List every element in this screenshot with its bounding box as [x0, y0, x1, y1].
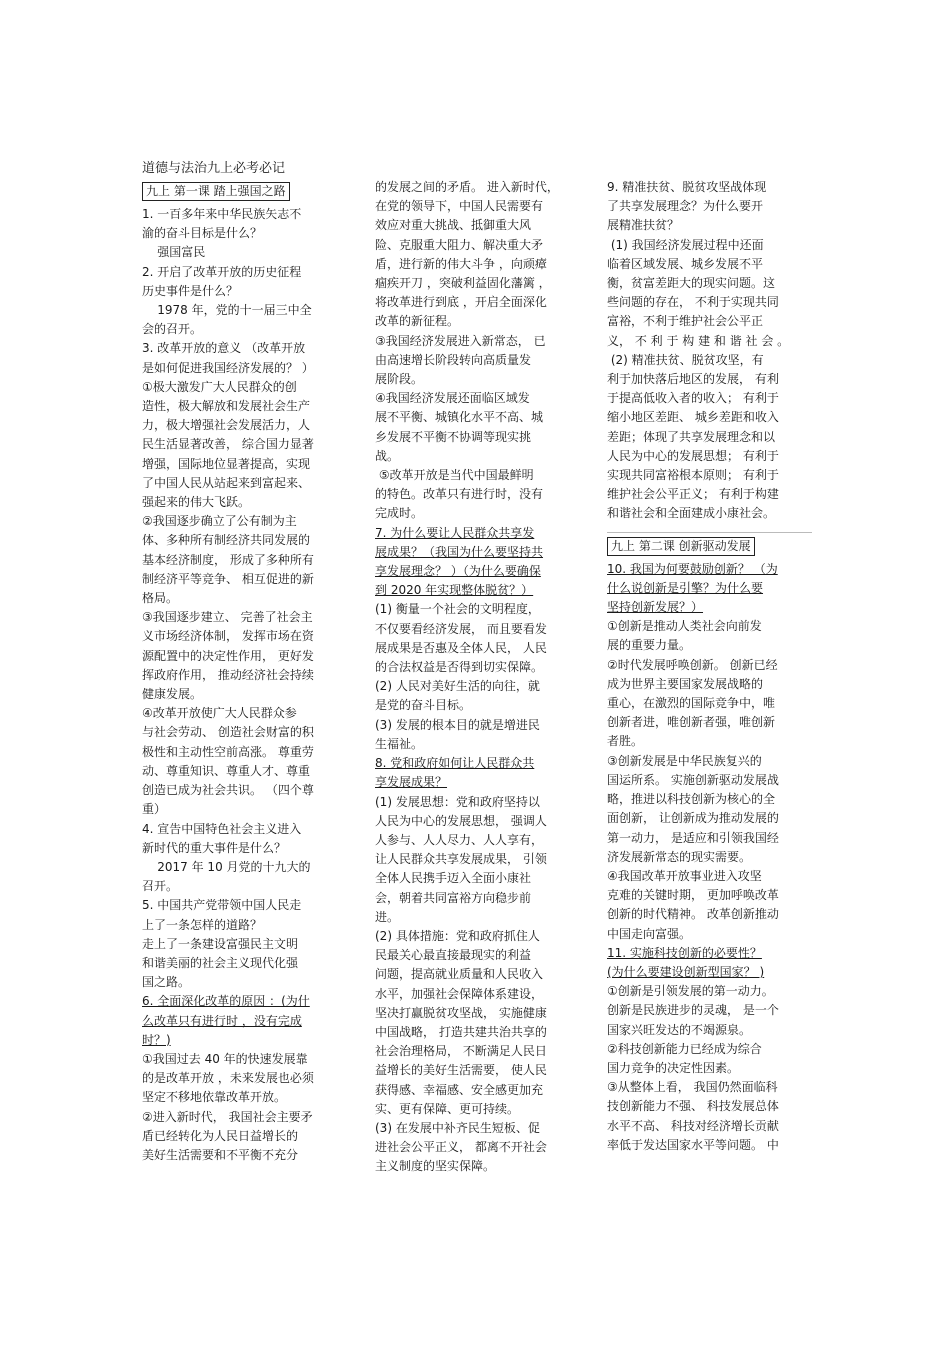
text-line: 国力竞争的决定性因素。: [607, 1060, 740, 1075]
section-heading: 九上 第一课 踏上强国之路: [142, 182, 290, 201]
text-line: 展的重要力量。: [607, 638, 692, 653]
text-line: 1. 一百多年来中华民族矢志不: [142, 207, 302, 221]
column-1: [142, 178, 347, 1165]
text-line: 国家兴旺发达的不竭源泉。: [607, 1022, 752, 1037]
text-line: 险、克服重大阻力、解决重大矛: [375, 237, 544, 252]
text-line: 1978 年，党的十一届三中全: [142, 303, 312, 318]
text-line: 率低于发达国家水平等问题。 中: [607, 1137, 779, 1152]
text-line: 创新的时代精神。 改革创新推动: [607, 907, 779, 922]
text-line: 坚持创新发展？）: [607, 600, 704, 615]
text-line: 第一动力， 是适应和引领我国经: [607, 830, 779, 845]
text-line: 坚决打赢脱贫攻坚战， 实施健康: [375, 1005, 547, 1020]
text-line: 战。: [375, 448, 400, 463]
text-line: 盾已经转化为人民日益增长的: [142, 1128, 299, 1143]
text-line: 坚定不移地依靠改革开放。: [142, 1090, 287, 1105]
text-line: ③我国经济发展进入新常态， 已: [375, 333, 546, 348]
text-line: 实现共同富裕根本原则； 有利于: [607, 468, 779, 483]
text-line: 的合法权益是否得到切实保障。: [375, 660, 544, 675]
text-line: 增强，国际地位显著提高，实现: [142, 456, 311, 471]
text-line: 利于加快落后地区的发展， 有利: [607, 372, 779, 387]
text-line: 民生活显著改善， 综合国力显著: [142, 437, 314, 452]
text-line: 盾，进行新的伟大斗争 ，向顽瘴: [375, 256, 547, 271]
text-line: 创造已成为社会共识。 （四个尊: [142, 783, 314, 798]
text-line: 享发展理念？ ）（为什么要确保: [375, 564, 541, 579]
text-line: ④我国经济发展还面临区域发: [375, 391, 530, 406]
text-line: 展不平衡、城镇化水平不高、城: [375, 410, 544, 425]
text-line: 重心，在激烈的国际竞争中，唯: [607, 696, 776, 711]
text-line: 什么说创新是引擎？为什么要: [607, 580, 764, 595]
text-line: 国之路。: [142, 975, 191, 990]
text-line: 人民为中心的发展思想； 有利于: [607, 448, 779, 463]
text-line: 重）: [142, 802, 167, 817]
text-line: 源配置中的决定性作用， 更好发: [142, 648, 314, 663]
text-line: 缩小地区差距、 城乡差距和收入: [607, 410, 779, 425]
text-line: 技创新能力不强、 科技发展总体: [607, 1099, 779, 1114]
text-line: 让人民群众共享发展成果， 引领: [375, 852, 547, 867]
document-title: 道德与法治九上必考必记: [142, 161, 286, 176]
text-line: (2) 具体措施：党和政府抓住人: [375, 928, 540, 943]
text-line: 全体人民携手迈入全面小康社: [375, 871, 532, 886]
text-line: ①我国过去 40 年的快速发展靠: [142, 1051, 308, 1066]
text-line: 8. 党和政府如何让人民群众共: [375, 756, 535, 771]
text-line: ①创新是推动人类社会向前发: [607, 619, 762, 634]
text-line: 7. 为什么要让人民群众共享发: [375, 525, 535, 540]
text-line: 动、尊重知识、尊重人才、尊重: [142, 763, 311, 778]
text-line: (3) 发展的根本目的就是增进民: [375, 717, 540, 732]
text-line: 略，推进以科技创新为核心的全: [607, 792, 776, 807]
text-line: 痼疾开刀 ，突破利益固化藩篱 ，: [375, 276, 551, 291]
text-line: 和谐社会和全面建成小康社会。: [607, 506, 776, 521]
text-line: 社会治理格局， 不断满足人民日: [375, 1044, 547, 1059]
text-line: 4. 宣告中国特色社会主义进入: [142, 821, 302, 836]
text-line: 11. 实施科技创新的必要性？: [607, 945, 762, 960]
text-line: ②进入新时代， 我国社会主要矛: [142, 1109, 313, 1124]
text-line: 问题，提高就业质量和人民收入: [375, 967, 544, 982]
text-line: ⑤改革开放是当代中国最鲜明: [375, 468, 534, 483]
text-line: 历史事件是什么？: [142, 283, 239, 298]
text-line: ③创新发展是中华民族复兴的: [607, 753, 762, 768]
text-line: 实、更有保障、更可持续。: [375, 1101, 520, 1116]
text-line: 创新是民族进步的灵魂， 是一个: [607, 1003, 779, 1018]
text-line: 效应对重大挑战、抵御重大风: [375, 218, 532, 233]
text-line: ②我国逐步确立了公有制为主: [142, 514, 297, 529]
text-line: 中国战略， 打造共建共治共享的: [375, 1024, 547, 1039]
text-line: 维护社会公平正义； 有利于构建: [607, 487, 779, 502]
text-line: 富裕，不利于维护社会公平正: [607, 314, 764, 329]
text-line: 与社会劳动、 创造社会财富的积: [142, 725, 314, 740]
text-line: 义， 不 利 于 构 建 和 谐 社 会 。: [607, 333, 790, 348]
text-line: 上了一条怎样的道路？: [142, 917, 263, 932]
text-line: 完成时。: [375, 506, 424, 521]
text-line: ②科技创新能力已经成为综合: [607, 1041, 762, 1056]
text-line: 健康发展。: [142, 687, 203, 702]
text-line: (2) 人民对美好生活的向往，就: [375, 679, 540, 694]
text-line: 格局。: [142, 591, 179, 606]
text-line: 生福祉。: [375, 736, 424, 751]
text-line: 成为世界主要国家发展战略的: [607, 676, 764, 691]
text-line: 新时代的重大事件是什么？: [142, 840, 287, 855]
text-line: 渝的奋斗目标是什么？: [142, 226, 263, 241]
text-line: ②时代发展呼唤创新。 创新已经: [607, 657, 778, 672]
text-line: 的特色。改革只有进行时，没有: [375, 487, 544, 502]
text-line: 义市场经济体制， 发挥市场在资: [142, 629, 314, 644]
text-line: 人民为中心的发展思想， 强调人: [375, 813, 547, 828]
text-line: 造性，极大解放和发展社会生产: [142, 399, 311, 414]
text-line: 了共享发展理念？为什么要开: [607, 199, 764, 214]
text-line: 面创新， 让创新成为推动发展的: [607, 811, 779, 826]
text-line: 乡发展不平衡不协调等现实挑: [375, 429, 532, 444]
text-line: (1) 我国经济发展过程中还面: [607, 237, 764, 252]
text-line: 是党的奋斗目标。: [375, 698, 472, 713]
text-line: 力，极大增强社会发展活力，人: [142, 418, 311, 433]
text-line: 临着区域发展、城乡发展不平: [607, 256, 764, 271]
text-line: 6. 全面深化改革的原因 ：(为什: [142, 994, 310, 1009]
text-line: 制经济平等竞争、 相互促进的新: [142, 571, 314, 586]
text-line: 会的召开。: [142, 322, 203, 337]
text-line: ③从整体上看， 我国仍然面临科: [607, 1080, 778, 1095]
text-line: 差距；体现了共享发展理念和以: [607, 429, 776, 444]
text-line: 3. 改革开放的意义 （改革开放: [142, 341, 306, 356]
text-line: 9. 精准扶贫、脱贫攻坚战体现: [607, 180, 767, 194]
text-line: 的是改革开放 ，未来发展也必须: [142, 1071, 314, 1086]
text-line: ③我国逐步建立、 完善了社会主: [142, 610, 313, 625]
text-line: (1) 发展思想：党和政府坚持以: [375, 794, 540, 809]
text-line: 进社会公平正义， 都离不开社会: [375, 1140, 547, 1155]
text-line: 主义制度的坚实保障。: [375, 1159, 496, 1174]
text-line: 美好生活需要和不平衡不充分: [142, 1147, 299, 1162]
text-line: 国运所系。 实施创新驱动发展战: [607, 772, 779, 787]
text-line: 展成果是否惠及全体人民， 人民: [375, 640, 547, 655]
text-line: (1) 衡量一个社会的文明程度，: [375, 602, 540, 617]
text-line: 展阶段。: [375, 372, 424, 387]
column-2: [375, 178, 580, 1177]
text-line: 极性和主动性空前高涨。 尊重劳: [142, 744, 314, 759]
text-line: 时？): [142, 1032, 171, 1047]
text-line: 了中国人民从站起来到富起来、: [142, 475, 311, 490]
text-line: 益增长的美好生活需要， 使人民: [375, 1063, 547, 1078]
text-line: 展成果？（我国为什么要坚持共: [375, 544, 544, 559]
text-line: (2) 精准扶贫、脱贫攻坚，有: [607, 352, 764, 367]
text-line: 到 2020 年实现整体脱贫？）: [375, 583, 534, 598]
text-line: 改革的新征程。: [375, 314, 460, 329]
text-line: 2017 年 10 月党的十九大的: [142, 859, 311, 874]
text-line: 克难的关键时期， 更加呼唤改革: [607, 888, 779, 903]
text-line: 于提高低收入者的收入； 有利于: [607, 391, 779, 406]
text-line: 是如何促进我国经济发展的？ ）: [142, 360, 314, 375]
text-line: (为什么要建设创新型国家？ ): [607, 964, 765, 979]
text-line: ①极大激发广大人民群众的创: [142, 379, 297, 394]
text-line: 些问题的存在， 不利于实现共同: [607, 295, 779, 310]
text-line: 人参与、人人尽力、人人享有，: [375, 832, 544, 847]
text-line: 么改革只有进行时 ，没有完成: [142, 1013, 302, 1028]
text-line: 享发展成果？: [375, 775, 448, 790]
text-line: 由高速增长阶段转向高质量发: [375, 352, 532, 367]
text-line: 5. 中国共产党带领中国人民走: [142, 898, 302, 913]
text-line: 强起来的伟大飞跃。: [142, 495, 251, 510]
text-line: 的发展之间的矛盾。 进入新时代，: [375, 180, 559, 194]
text-line: 衡，贫富差距大的现实问题。这: [607, 276, 776, 291]
text-line: 者胜。: [607, 734, 644, 749]
text-line: 走上了一条建设富强民主文明: [142, 936, 299, 951]
text-line: 创新者进，唯创新者强，唯创新: [607, 715, 776, 730]
text-line: 将改革进行到底 ，开启全面深化: [375, 295, 547, 310]
text-line: 获得感、幸福感、安全感更加充: [375, 1082, 544, 1097]
text-line: 中国走向富强。: [607, 926, 692, 941]
text-line: 展精准扶贫？: [607, 218, 680, 233]
text-line: 2. 开启了改革开放的历史征程: [142, 264, 302, 279]
text-line: ④改革开放使广大人民群众参: [142, 706, 297, 721]
text-line: 强国富民: [142, 245, 206, 260]
section-divider: [607, 532, 812, 533]
text-line: 会，朝着共同富裕方向稳步前: [375, 890, 532, 905]
text-line: 水平不高、 科技对经济增长贡献: [607, 1118, 779, 1133]
section-heading: 九上 第二课 创新驱动发展: [607, 537, 755, 556]
text-line: 体、多种所有制经济共同发展的: [142, 533, 311, 548]
text-line: 10. 我国为何要鼓励创新？ （为: [607, 561, 778, 576]
text-line: 水平，加强社会保障体系建设，: [375, 986, 544, 1001]
column-3: [607, 178, 812, 1155]
text-line: 召开。: [142, 879, 179, 894]
text-line: 济发展新常态的现实需要。: [607, 849, 752, 864]
text-line: 和谐美丽的社会主义现代化强: [142, 955, 299, 970]
text-line: 挥政府作用， 推动经济社会持续: [142, 667, 314, 682]
text-line: 在党的领导下，中国人民需要有: [375, 199, 544, 214]
text-line: 不仅要看经济发展， 而且要看发: [375, 621, 547, 636]
text-line: 进。: [375, 909, 400, 924]
text-line: ④我国改革开放事业进入攻坚: [607, 868, 762, 883]
text-line: (3) 在发展中补齐民生短板、促: [375, 1120, 540, 1135]
text-line: ①创新是引领发展的第一动力。: [607, 984, 774, 999]
text-line: 基本经济制度， 形成了多种所有: [142, 552, 314, 567]
text-line: 民最关心最直接最现实的利益: [375, 948, 532, 963]
